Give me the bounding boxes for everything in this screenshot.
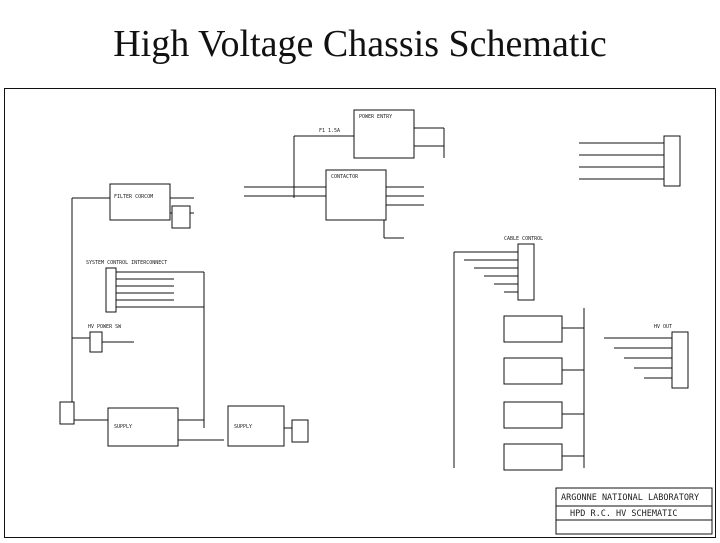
hv-power-sw-label: HV POWER SW [88,324,122,330]
supply-1-label: SUPPLY [114,424,133,430]
vac-interlock-block [172,206,190,228]
power-entry-label: POWER ENTRY [359,114,393,120]
hv-supply-b [504,358,562,384]
supply-2-label: SUPPLY [234,424,253,430]
hv-power-switch [90,332,102,352]
schematic-sheet [4,88,716,538]
page-title: High Voltage Chassis Schematic [113,23,607,65]
schematic-diagram [4,88,716,538]
hv-supply-d [504,444,562,470]
contactor-label: CONTACTOR [331,174,359,180]
system-interlock-label: SYSTEM CONTROL INTERCONNECT [86,260,168,266]
interlock-connector [106,268,116,312]
title-block-org: ARGONNE NATIONAL LABORATORY [561,493,700,503]
pump-relay-block [292,420,308,442]
hv-supply-c [504,402,562,428]
hv-supply-a [504,316,562,342]
cable-control-connector [518,244,534,300]
title-block-drawing: HPD R.C. HV SCHEMATIC [570,509,678,519]
filter-block [110,184,170,220]
hv-out-label: HV OUT [654,324,673,330]
hv-out-connector [672,332,688,388]
cable-control-label: CABLE CONTROL [504,236,544,242]
fuse-label: F1 1.5A [319,128,341,134]
hv-monitor-connector [60,402,74,424]
connector-top-right [664,136,680,186]
filter-label: FILTER CORCOM [114,194,154,200]
